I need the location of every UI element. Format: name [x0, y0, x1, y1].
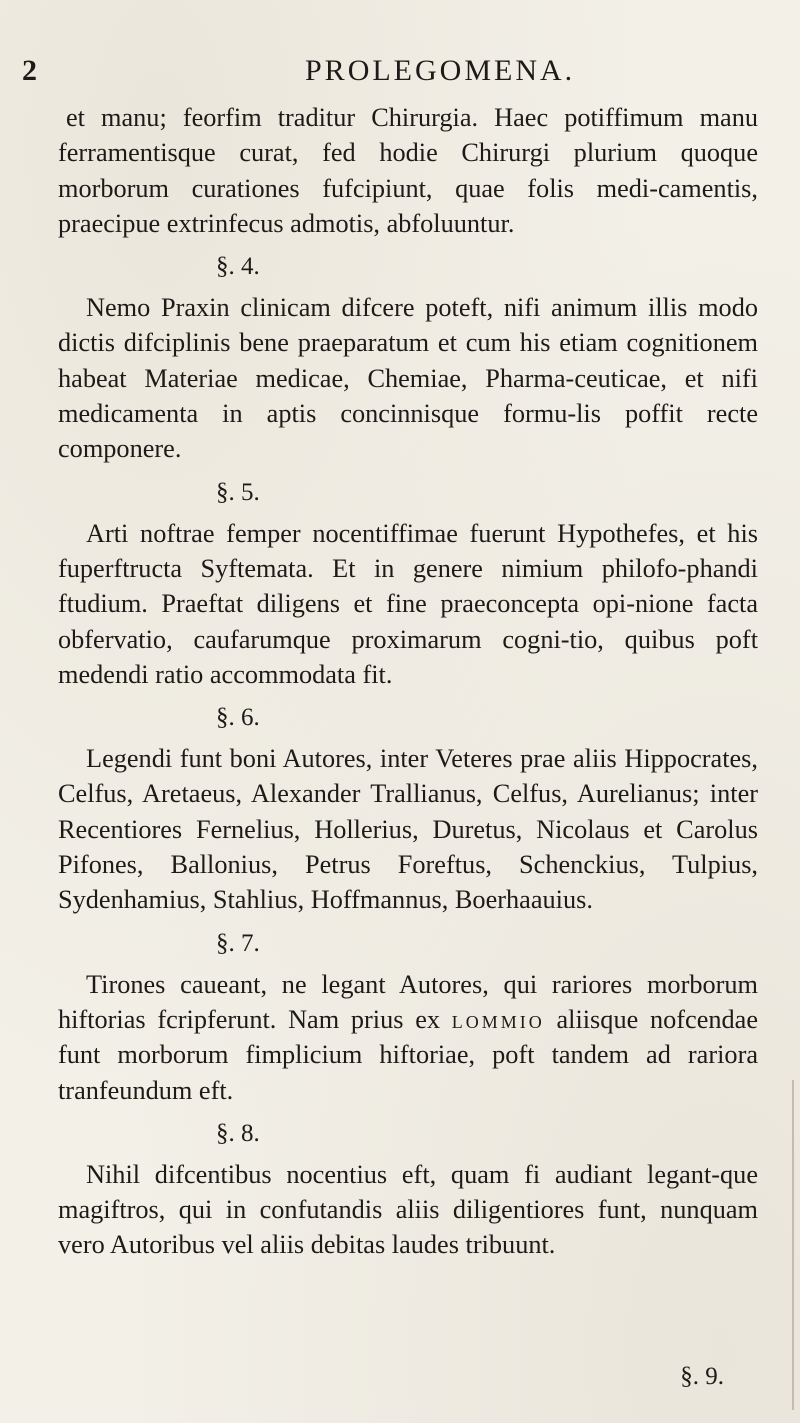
body-text [58, 100, 758, 1263]
paragraph-6: Legendi funt boni Autores, inter Veteres prae aliis Hippocrates, Celfus, Aretaeus, Alexander Trallianus, Celfus, Aurelianus; inter Recentiores Fernelius, Hollerius, Duretus, Nicolaus et Carolus Pifones, Ballonius, Petrus Foreftus, Schenckius, Tulpius, Sydenhamius, Stahlius, Hoffmannus, Boerhaauius. [58, 744, 758, 915]
catchword: §. 9. [680, 1363, 724, 1390]
paragraph-5: Arti noftrae femper nocentiffimae fuerunt Hypothefes, et his fuperftructa Syftemata. Et in genere nimium philofo-phandi ftudium. Praeftat diligens et fine praeconcepta opi-nione facta obfervatio, caufarumque proximarum cogni-tio, quibus poft medendi ratio accommodata fit. [58, 518, 758, 689]
paragraph-8: Nihil difcentibus nocentius eft, quam fi audiant legant-que magiftros, qui in confutandis aliis diligentiores funt, nunquam vero Autoribus vel aliis debitas laudes tribuunt. [58, 1159, 758, 1260]
paragraph-4: Nemo Praxin clinicam difcere poteft, nifi animum illis modo dictis difciplinis bene praeparatum et cum his etiam cognitionem habeat Materiae medicae, Chemiae, Pharma-ceuticae, et nifi medicamenta in aptis concinnisque formu-lis poffit recte componere. [58, 293, 758, 464]
paragraph-7-part-a: Tirones caueant, ne legant Autores, qui rariores morborum hiftorias fcripferunt. Nam prius ex [58, 969, 758, 1034]
running-title: PROLEGOMENA. [305, 54, 576, 87]
paragraph-7 [58, 967, 758, 1108]
section-heading-8: §. 8. [216, 1119, 260, 1147]
page-edge-shadow [792, 1080, 794, 1410]
section-heading-7: §. 7. [216, 929, 260, 957]
author-name-lommio: lommio [451, 1004, 545, 1034]
section-heading-5: §. 5. [216, 478, 260, 506]
page-number: 2 [22, 54, 37, 87]
page-header [0, 54, 800, 94]
section-heading-6: §. 6. [216, 704, 260, 732]
paragraph-7-part-b: aliisque nofcendae funt morborum fimplicium hiftoriae, poft tandem ad rariora tranfeundum eft. [58, 1004, 759, 1105]
section-heading-4: §. 4. [216, 253, 260, 281]
paragraph-continued: et manu; feorfim traditur Chirurgia. Haec potiffimum manu ferramentisque curat, fed hodie Chirurgi plurium quoque morborum curationes fufcipiunt, quae folis medi-camentis, praecipue extrinfecus admotis, abfoluuntur. [58, 103, 758, 238]
